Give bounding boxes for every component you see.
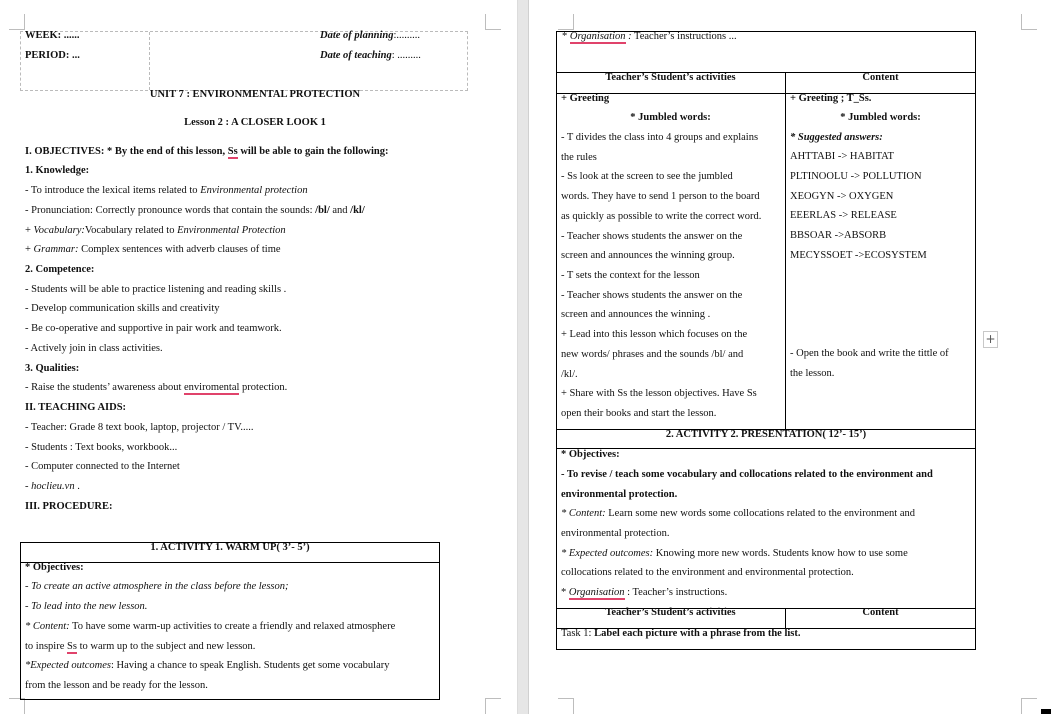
table-col-divider [785, 72, 786, 429]
content-open-book: - Open the book and write the tittle of [790, 348, 949, 359]
activity2-organisation: * Organisation : Teacher’s instructions. [561, 587, 728, 598]
teaching-aid-4: - hoclieu.vn . [25, 481, 80, 492]
content-open-book-cont: the lesson. [790, 368, 835, 379]
knowledge-item-3: + Vocabulary:Vocabulary related to Environmental Protection [25, 225, 286, 236]
week-label: WEEK: ...... [25, 30, 80, 41]
activity-line: - Teacher shows students the answer on the [561, 231, 743, 242]
activity1-objective-2: - To lead into the new lesson. [25, 601, 148, 612]
crop-mark [9, 698, 25, 714]
activity1-outcomes-cont: from the lesson and be ready for the lesson. [25, 680, 208, 691]
objectives-heading: I. OBJECTIVES: * By the end of this lesson, Ss will be able to gain the following: [25, 146, 389, 157]
page-gutter [517, 0, 529, 714]
teaching-aid-2: - Students : Text books, workbook... [25, 442, 178, 453]
crop-mark [9, 14, 25, 30]
activity-jumbled-heading: * Jumbled words: [630, 112, 711, 123]
period-label: PERIOD: ... [25, 50, 80, 61]
activity2-content: * Content: Learn some new words some collocations related to the environment and [561, 508, 915, 519]
crop-mark [485, 14, 501, 30]
competence-heading: 2. Competence: [25, 264, 95, 275]
knowledge-item-2: - Pronunciation: Correctly pronounce words that contain the sounds: /bl/ and /kl/ [25, 205, 365, 216]
activity-line: open their books and start the lesson. [561, 408, 717, 419]
header-divider [149, 32, 150, 90]
activity2-objectives-label: * Objectives: [561, 449, 620, 460]
spellcheck-word[interactable]: Organisation [568, 587, 625, 598]
spellcheck-word[interactable]: Ss [67, 641, 77, 652]
spellcheck-word[interactable]: Organisation [569, 31, 626, 42]
activity-line: /kl/. [561, 369, 578, 380]
organisation-line: * Organisation : Teacher’s instructions ... [562, 31, 737, 42]
date-teaching-value: : ......... [391, 50, 421, 61]
activity2-objective-1: - To revise / teach some vocabulary and collocations related to the environment and [561, 469, 933, 480]
task1-line: Task 1: Label each picture with a phrase from the list. [561, 628, 801, 639]
activity-line: screen and announces the winning . [561, 309, 711, 320]
table-row-divider [556, 93, 976, 94]
crop-mark [1021, 14, 1037, 30]
crop-mark [485, 698, 501, 714]
suggested-answers-label: * Suggested answers: [790, 132, 883, 143]
scrollbar-thumb[interactable] [1041, 709, 1051, 714]
activity2-col-header-activities: Teacher’s Student’s activities [605, 607, 736, 618]
answer-item: MECYSSOET ->ECOSYSTEM [790, 250, 927, 261]
qualities-heading: 3. Qualities: [25, 363, 80, 374]
activity2-outcomes-cont: collocations related to the environment and environmental protection. [561, 567, 854, 578]
activity2-title: 2. ACTIVITY 2. PRESENTATION( 12’- 15’) [665, 429, 867, 440]
competence-item-3: - Be co-operative and supportive in pair work and teamwork. [25, 323, 282, 334]
activity-line: as quickly as possible to write the correct word. [561, 211, 762, 222]
knowledge-heading: 1. Knowledge: [25, 165, 90, 176]
activity2-outcomes: * Expected outcomes: Knowing more new words. Students know how to use some [561, 548, 908, 559]
procedure-heading: III. PROCEDURE: [25, 501, 113, 512]
date-planning [320, 30, 420, 41]
qualities-item-1: - Raise the students’ awareness about enviromental protection. [25, 382, 288, 393]
knowledge-item-1: - To introduce the lexical items related to Environmental protection [25, 185, 308, 196]
competence-item-4: - Actively join in class activities. [25, 343, 163, 354]
add-table-row-button[interactable]: + [983, 331, 998, 348]
activity-line: - T divides the class into 4 groups and explains [561, 132, 759, 143]
crop-mark [1021, 698, 1037, 714]
activity-line: - T sets the context for the lesson [561, 270, 700, 281]
teaching-aid-1: - Teacher: Grade 8 text book, laptop, projector / TV..... [25, 422, 254, 433]
answer-item: XEOGYN -> OXYGEN [790, 191, 894, 202]
spellcheck-word[interactable]: enviromental [184, 382, 240, 393]
answer-item: AHTTABI -> HABITAT [790, 151, 894, 162]
answer-item: BBSOAR ->ABSORB [790, 230, 887, 241]
unit-title: UNIT 7 : ENVIRONMENTAL PROTECTION [149, 89, 361, 100]
activity2-content-cont: environmental protection. [561, 528, 670, 539]
col-header-activities: Teacher’s Student’s activities [605, 72, 736, 83]
activity-line: + Share with Ss the lesson objectives. Have Ss [561, 388, 757, 399]
activity-line: - Teacher shows students the answer on the [561, 290, 743, 301]
activity2-col-header-content: Content [862, 607, 899, 618]
activity-line: screen and announces the winning group. [561, 250, 735, 261]
activity1-objectives-label: * Objectives: [25, 562, 84, 573]
activity1-outcomes: *Expected outcomes: Having a chance to speak English. Students get some vocabulary [25, 660, 390, 671]
spellcheck-word[interactable]: Ss [227, 146, 238, 157]
date-teaching [320, 50, 421, 61]
activity-greeting: + Greeting [561, 93, 610, 104]
activity1-content-cont: to inspire Ss to warm up to the subject and new lesson. [25, 641, 256, 652]
activity1-title: 1. ACTIVITY 1. WARM UP( 3’- 5’) [150, 542, 310, 553]
activity-line: new words/ phrases and the sounds /bl/ and [561, 349, 744, 360]
crop-mark [558, 14, 574, 30]
lesson-title: Lesson 2 : A CLOSER LOOK 1 [184, 117, 326, 128]
activity-line: words. They have to send 1 person to the board [561, 191, 760, 202]
date-teaching-label: Date of teaching [320, 50, 392, 61]
col-header-content: Content [862, 72, 899, 83]
activity-line: + Lead into this lesson which focuses on the [561, 329, 748, 340]
activity-line: - Ss look at the screen to see the jumbled [561, 171, 733, 182]
answer-item: PLTINOOLU -> POLLUTION [790, 171, 922, 182]
competence-item-1: - Students will be able to practice listening and reading skills . [25, 284, 287, 295]
content-jumbled-heading: * Jumbled words: [840, 112, 921, 123]
knowledge-item-4: + Grammar: Complex sentences with adverb clauses of time [25, 244, 281, 255]
activity1-objective-1: - To create an active atmosphere in the class before the lesson; [25, 581, 289, 592]
activity1-content: * Content: To have some warm-up activities to create a friendly and relaxed atmosphere [25, 621, 396, 632]
competence-item-2: - Develop communication skills and creativity [25, 303, 220, 314]
activity2-objective-1-cont: environmental protection. [561, 489, 678, 500]
teaching-aid-3: - Computer connected to the Internet [25, 461, 180, 472]
answer-item: EEERLAS -> RELEASE [790, 210, 897, 221]
activity-line: the rules [561, 152, 597, 163]
date-planning-label: Date of planning [320, 30, 394, 41]
date-planning-value: :......... [393, 30, 421, 41]
teaching-aids-heading: II. TEACHING AIDS: [25, 402, 127, 413]
crop-mark [558, 698, 574, 714]
content-greeting: + Greeting ; T_Ss. [790, 93, 872, 104]
document-page-left [0, 0, 517, 714]
